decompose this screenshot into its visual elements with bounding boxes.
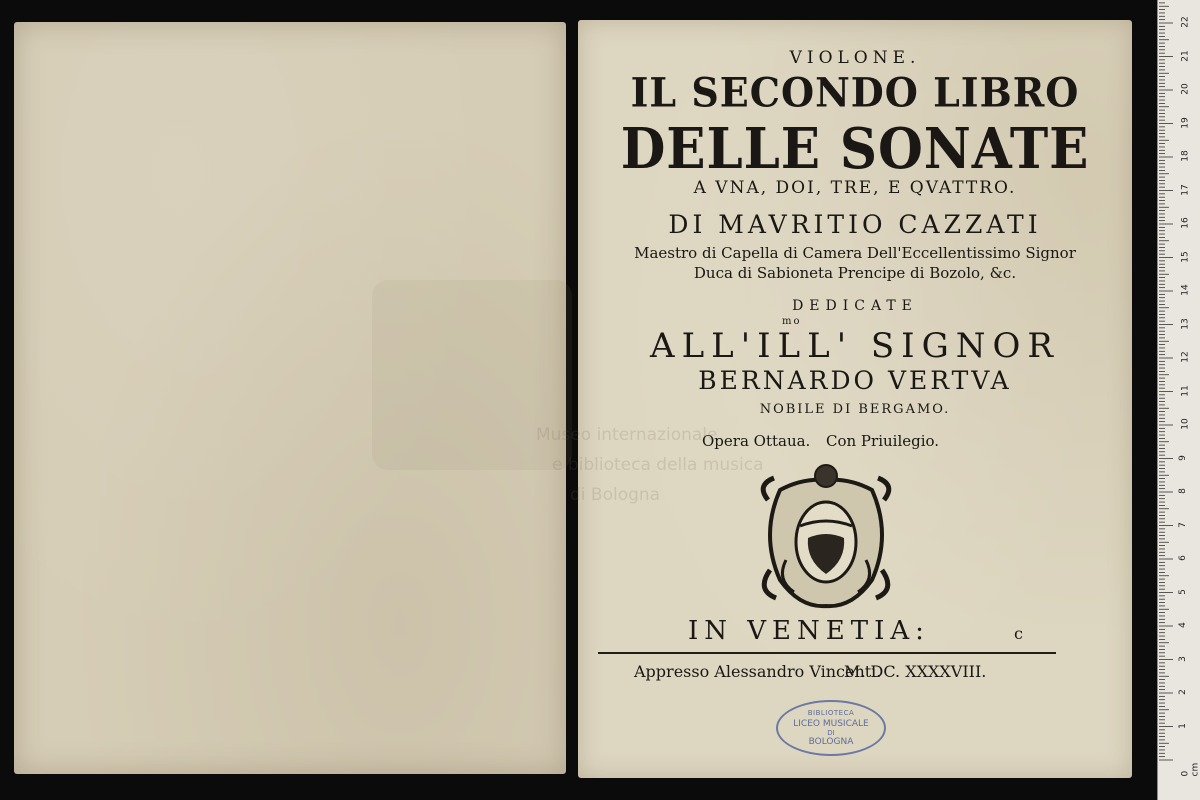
ruler-number: 15 xyxy=(1180,250,1191,263)
publication-date: M. DC. XXXXVIII. xyxy=(844,662,987,681)
dedicatee-line-1: ALL'ILL' SIGNOR xyxy=(650,326,1060,366)
ruler-number: 3 xyxy=(1177,655,1188,662)
subtitle: A VNA, DOI, TRE, E QVATTRO. xyxy=(693,178,1017,198)
ruler-number: 13 xyxy=(1180,317,1191,330)
ruler-number: 10 xyxy=(1180,418,1191,430)
ruler-number: 7 xyxy=(1177,521,1188,528)
ruler-number: 6 xyxy=(1177,555,1188,561)
ruler-number: 1 xyxy=(1177,722,1188,729)
part-name: VIOLONE. xyxy=(789,48,921,68)
ruler-number: 5 xyxy=(1177,588,1188,595)
watermark-line-1: Museo internazionale xyxy=(536,425,718,445)
dedicatee-line-3: NOBILE DI BERGAMO. xyxy=(759,402,951,417)
ruler-number: 20 xyxy=(1180,83,1191,95)
ruler-number: 21 xyxy=(1180,49,1191,62)
stamp-line-1: BIBLIOTECA xyxy=(807,709,855,717)
ruler-number: 14 xyxy=(1180,284,1191,296)
author-role-line-1: Maestro di Capella di Camera Dell'Eccellentissimo Signor xyxy=(634,244,1076,262)
ruler-number: 18 xyxy=(1180,150,1191,162)
ruler-number: 22 xyxy=(1180,16,1191,28)
ruler-number: 8 xyxy=(1177,488,1188,494)
printer: Appresso Alessandro Vincenti. xyxy=(634,662,882,681)
ruler-number: 16 xyxy=(1180,217,1191,229)
watermark-line-2: e biblioteca della musica xyxy=(552,455,764,475)
ruler-number: 19 xyxy=(1180,116,1191,129)
title-line-2: DELLE SONATE xyxy=(620,116,1090,182)
ruler-number: 12 xyxy=(1180,351,1191,363)
superscript-mo: mo xyxy=(782,316,802,327)
author: DI MAVRITIO CAZZATI xyxy=(668,210,1042,239)
signature-mark: c xyxy=(1014,624,1023,643)
ruler-ticks xyxy=(1158,0,1200,800)
ruler-number: 11 xyxy=(1180,384,1191,397)
coat-of-arms-emblem xyxy=(760,460,892,610)
dedicate-label: DEDICATE xyxy=(792,298,918,314)
privilege: Con Priuilegio. xyxy=(826,432,940,450)
stamp-line-4: BOLOGNA xyxy=(808,737,854,747)
author-role-line-2: Duca di Sabioneta Prencipe di Bozolo, &c. xyxy=(693,264,1017,282)
title-page xyxy=(578,20,1132,778)
watermark-line-3: di Bologna xyxy=(570,485,661,505)
library-stamp xyxy=(776,700,886,756)
ruler-number: 17 xyxy=(1180,183,1191,196)
dedicatee-line-2: BERNARDO VERTVA xyxy=(698,366,1012,395)
divider-rule xyxy=(598,652,1056,654)
ruler-number: 2 xyxy=(1177,689,1188,695)
ruler-number: 9 xyxy=(1177,454,1188,461)
stamp-line-3: DI xyxy=(827,729,835,737)
title-line-1: IL SECONDO LIBRO xyxy=(630,68,1080,117)
ruler-number: 4 xyxy=(1177,622,1188,628)
ruler-unit-label: 0 cm xyxy=(1180,762,1200,777)
stamp-line-2: LICEO MUSICALE xyxy=(793,719,869,729)
place-of-publication: IN VENETIA: xyxy=(688,616,930,646)
measurement-ruler xyxy=(1157,0,1200,800)
opera-number: Opera Ottaua. xyxy=(702,432,811,450)
